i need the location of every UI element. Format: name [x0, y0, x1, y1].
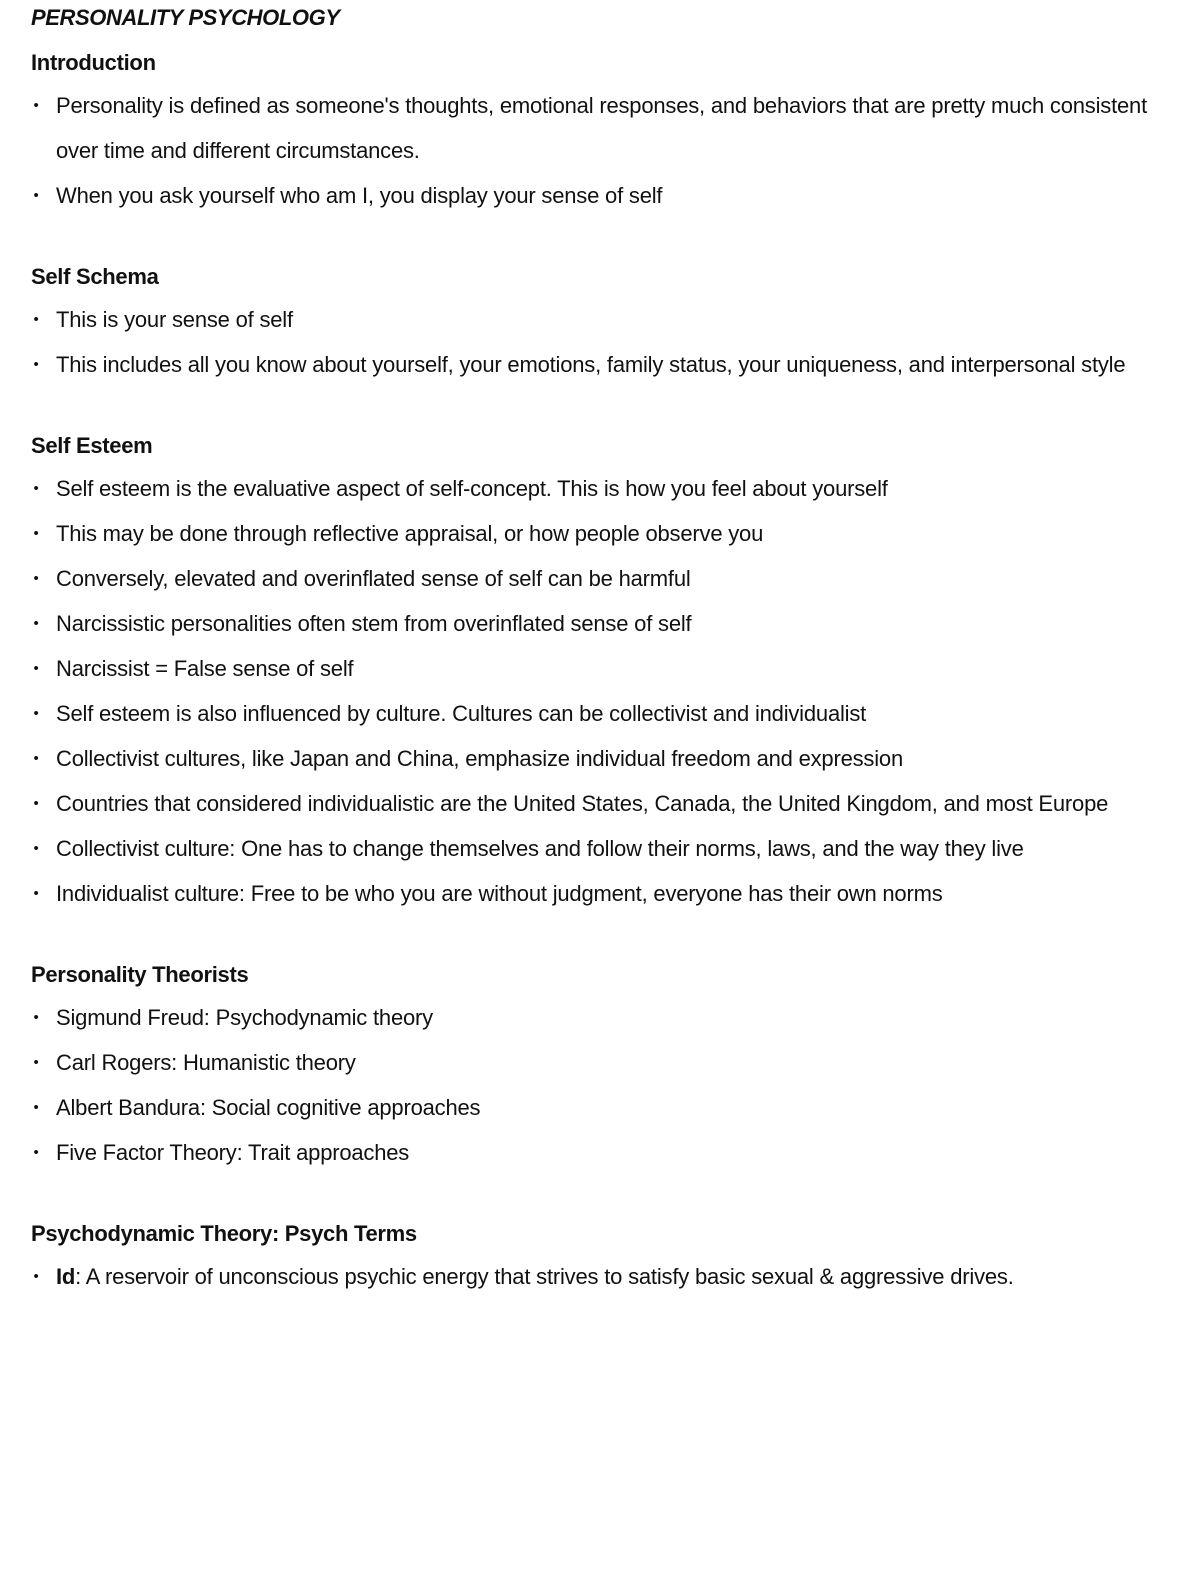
- section-heading: Self Esteem: [31, 433, 153, 458]
- term-item: [31, 1254, 1160, 1299]
- bullet-list: [31, 83, 1160, 218]
- section-heading: Introduction: [31, 50, 156, 75]
- bullet-item: • Five Factor Theory: Trait approaches: [31, 1130, 1160, 1175]
- bullet-item: • Personality is defined as someone's thoughts, emotional responses, and behaviors that are pretty much consistent over time and different circumstances.: [31, 83, 1160, 173]
- section-psychodynamic-terms: [31, 1218, 1160, 1299]
- bullet-item: • Narcissistic personalities often stem from overinflated sense of self: [31, 601, 1160, 646]
- section-personality-theorists: [31, 959, 1160, 1175]
- bullet-item: • Sigmund Freud: Psychodynamic theory: [31, 995, 1160, 1040]
- section-introduction: [31, 47, 1160, 218]
- bullet-item: • Albert Bandura: Social cognitive approaches: [31, 1085, 1160, 1130]
- bullet-item: • Collectivist cultures, like Japan and China, emphasize individual freedom and expression: [31, 736, 1160, 781]
- bullet-item: • Self esteem is also influenced by culture. Cultures can be collectivist and individualist: [31, 691, 1160, 736]
- bullet-item: • This is your sense of self: [31, 297, 1160, 342]
- bullet-item: • Countries that considered individualistic are the United States, Canada, the United Kingdom, and most Europe: [31, 781, 1160, 826]
- section-self-esteem: [31, 430, 1160, 916]
- bullet-list: [31, 466, 1160, 916]
- bullet-item: • Self esteem is the evaluative aspect of self-concept. This is how you feel about yourself: [31, 466, 1160, 511]
- section-self-schema: [31, 261, 1160, 387]
- bullet-list: [31, 995, 1160, 1175]
- bullet-item: • Collectivist culture: One has to change themselves and follow their norms, laws, and the way they live: [31, 826, 1160, 871]
- section-heading: Personality Theorists: [31, 962, 249, 987]
- bullet-item: • Conversely, elevated and overinflated sense of self can be harmful: [31, 556, 1160, 601]
- document-title: PERSONALITY PSYCHOLOGY: [31, 5, 340, 30]
- bullet-list: [31, 1254, 1160, 1299]
- bullet-list: [31, 297, 1160, 387]
- bullet-item: • This includes all you know about yourself, your emotions, family status, your uniqueness, and interpersonal style: [31, 342, 1160, 387]
- section-heading: Self Schema: [31, 264, 159, 289]
- bullet-item: • Narcissist = False sense of self: [31, 646, 1160, 691]
- term-definition: : A reservoir of unconscious psychic energy that strives to satisfy basic sexual & aggressive drives.: [75, 1264, 1014, 1289]
- term-label: Id: [56, 1264, 76, 1289]
- bullet-item: • This may be done through reflective appraisal, or how people observe you: [31, 511, 1160, 556]
- bullet-item: • Individualist culture: Free to be who you are without judgment, everyone has their own norms: [31, 871, 1160, 916]
- bullet-item: • Carl Rogers: Humanistic theory: [31, 1040, 1160, 1085]
- bullet-item: • When you ask yourself who am I, you display your sense of self: [31, 173, 1160, 218]
- section-heading: Psychodynamic Theory: Psych Terms: [31, 1221, 417, 1246]
